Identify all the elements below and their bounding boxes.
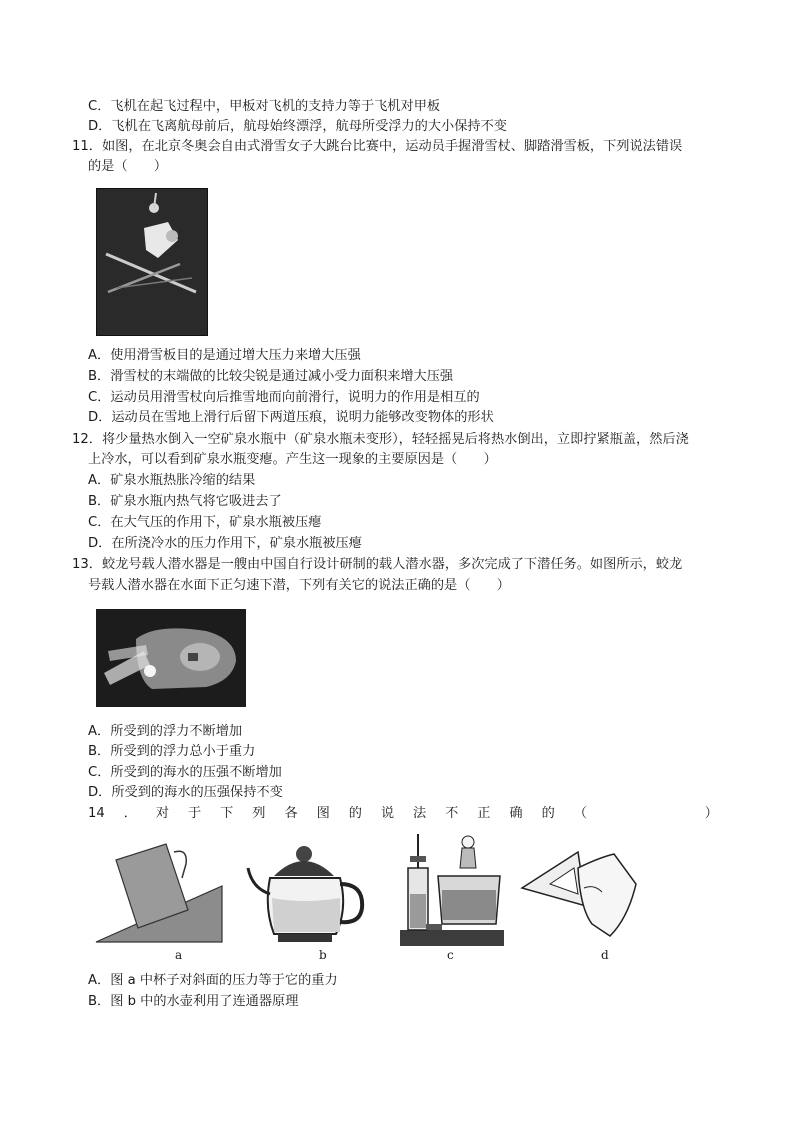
figure-b-teapot <box>244 838 368 948</box>
q14-char: 对 <box>155 806 170 821</box>
q14-char: 法 <box>413 806 427 821</box>
q12-stem-line2: 上冷水，可以看到矿泉水瓶变瘪。产生这一现象的主要原因是（ ） <box>88 452 497 467</box>
caption-b: b <box>319 948 327 962</box>
q11-option-b: B．滑雪杖的末端做的比较尖锐是通过减小受力面积来增大压强 <box>88 369 454 384</box>
q14-option-b: B．图 b 中的水壶利用了连通器原理 <box>88 994 299 1009</box>
q14-char: 列 <box>252 806 266 821</box>
q12-stem-line1: 12．将少量热水倒入一空矿泉水瓶中（矿泉水瓶未变形），轻轻摇晃后将热水倒出，立即拧紧瓶盖，然后浇 <box>72 432 689 447</box>
q10-option-c: C．飞机在起飞过程中，甲板对飞机的支持力等于飞机对甲板 <box>88 99 441 114</box>
q14-char: 于 <box>188 806 202 821</box>
q12-option-d: D．在所浇冷水的压力作用下，矿泉水瓶被压瘪 <box>88 536 362 551</box>
q12-option-b: B．矿泉水瓶内热气将它吸进去了 <box>88 494 282 509</box>
q14-char: 14 <box>88 806 105 821</box>
q13-option-c: C．所受到的海水的压强不断增加 <box>88 765 282 780</box>
caption-a: a <box>175 948 183 962</box>
q12-option-a: A．矿泉水瓶热胀冷缩的结果 <box>88 473 256 488</box>
q13-option-d: D．所受到的海水的压强保持不变 <box>88 785 283 800</box>
q14-stem <box>88 804 718 824</box>
q14-char: 确 <box>509 806 523 821</box>
q14-char: 各 <box>284 806 298 821</box>
q11-stem-line1: 11．如图，在北京冬奥会自由式滑雪女子大跳台比赛中，运动员手握滑雪杖、脚踏滑雪板，下列说法错误 <box>72 139 683 154</box>
caption-c: c <box>447 948 454 962</box>
q14-char: （ <box>573 806 587 821</box>
q14-char: 的 <box>541 806 555 821</box>
q11-option-a: A．使用滑雪板目的是通过增大压力来增大压强 <box>88 348 361 363</box>
submersible-photo <box>96 609 246 707</box>
q14-char: 下 <box>220 806 234 821</box>
q14-char: ） <box>704 806 718 821</box>
q11-option-c: C．运动员用滑雪杖向后推雪地而向前滑行，说明力的作用是相互的 <box>88 390 480 405</box>
q14-char: 不 <box>445 806 459 821</box>
q14-char: 说 <box>380 806 395 821</box>
q11-stem-line2: 的是（ ） <box>88 159 168 174</box>
q14-option-a: A．图 a 中杯子对斜面的压力等于它的重力 <box>88 973 338 988</box>
q14-char: 正 <box>477 806 491 821</box>
q14-char: 图 <box>316 806 330 821</box>
caption-d: d <box>601 948 609 962</box>
skier-photo <box>96 188 208 336</box>
q11-option-d: D．运动员在雪地上滑行后留下两道压痕，说明力能够改变物体的形状 <box>88 410 494 425</box>
q12-option-c: C．在大气压的作用下，矿泉水瓶被压瘪 <box>88 515 322 530</box>
q13-option-b: B．所受到的浮力总小于重力 <box>88 744 256 759</box>
figure-c-connected-vessels <box>400 828 504 948</box>
q13-stem-line1: 13．蛟龙号载人潜水器是一艘由中国自行设计研制的载人潜水器，多次完成了下潜任务。如图所示，蛟龙 <box>72 557 683 572</box>
figure-d-hand-with-ruler <box>518 848 638 940</box>
q13-stem-line2: 号载人潜水器在水面下正匀速下潜，下列有关它的说法正确的是（ ） <box>88 578 510 593</box>
q14-char: 的 <box>348 806 362 821</box>
q13-option-a: A．所受到的浮力不断增加 <box>88 724 243 739</box>
figure-a-cup-on-incline <box>94 838 226 946</box>
q14-char: ． <box>123 806 137 821</box>
q10-option-d: D．飞机在飞离航母前后，航母始终漂浮，航母所受浮力的大小保持不变 <box>88 119 507 134</box>
